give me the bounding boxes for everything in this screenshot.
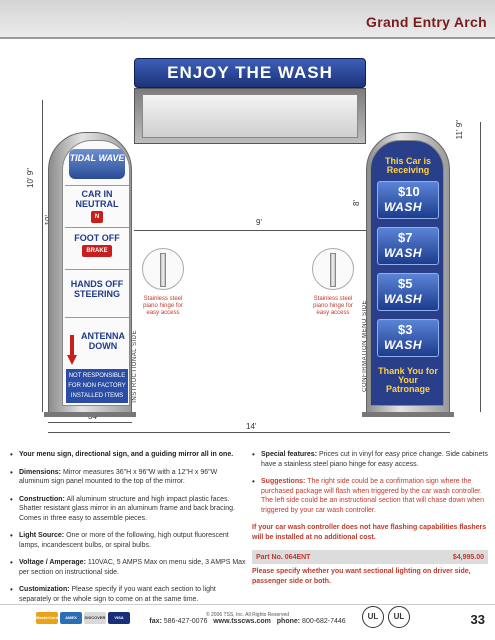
- website-link[interactable]: www.tsscws.com: [213, 618, 271, 625]
- feature-lead: Customization:: [19, 586, 70, 593]
- hinge-detail-left: [142, 248, 184, 290]
- feature-text: All aluminum structure and high impact plastic faces. Shatter resistant glass mirror in an aluminum frame and back bracing. Comes in three easy to assemble pieces.: [19, 495, 235, 522]
- wash-label: WASH: [384, 246, 422, 260]
- lighting-note: Please specify whether you want sectional lighting on driver side, passenger side or both.: [252, 568, 471, 585]
- fax-label: fax:: [149, 618, 162, 625]
- hinge-label-left: Stainless steel piano hinge for easy access: [143, 296, 183, 316]
- liability-notice: NOT RESPONSIBLE FOR NON FACTORY INSTALLED ITEMS: [66, 369, 128, 403]
- feature-item: [10, 558, 248, 577]
- fax-number: 586-427-0076: [163, 618, 208, 625]
- hinge-detail-right: [312, 248, 354, 290]
- feature-item: [10, 468, 248, 487]
- feature-item: [10, 450, 248, 460]
- feature-text: The right side could be a confirmation sign where the purchased package will flash when triggered by the car wash controller. The left side could be an instructional section that will chase down when triggered by your car wash controller.: [261, 478, 484, 514]
- cul-listed-icon: UL: [388, 606, 410, 628]
- sign-divider: [65, 269, 129, 270]
- feature-text: Mirror measures 36"H x 96"W with a 12"H x 96"W aluminum sign panel mounted to the top of the mirror.: [19, 468, 218, 485]
- feature-text: 110VAC, 5 AMPS Max on menu side, 3 AMPS Max per section on instructional side.: [19, 559, 246, 576]
- hinge-label-right: Stainless steel piano hinge for easy access: [313, 296, 353, 316]
- copyright: © 2006 TSS, Inc. All Rights Reserved: [205, 612, 290, 618]
- feature-lead: Dimensions:: [19, 468, 62, 476]
- dimension-mirror-height: 8': [352, 200, 361, 206]
- dimension-left-height: 10' 9": [26, 168, 35, 188]
- page-number: 33: [470, 612, 485, 627]
- sign-divider: [65, 317, 129, 318]
- hinge-rod: [160, 253, 166, 287]
- feature-item: [10, 531, 248, 550]
- arrow-down-icon: [67, 335, 77, 365]
- sign-item-brake-text: FOOT OFF: [74, 233, 120, 243]
- feature-lead: Voltage / Amperage:: [19, 559, 86, 566]
- price-tile: [377, 181, 439, 219]
- price-tile: [377, 227, 439, 265]
- neutral-badge: N: [91, 211, 103, 223]
- feature-lead: Suggestions:: [261, 478, 306, 485]
- sign-item-neutral: [66, 189, 128, 223]
- tidal-wave-logo: TIDAL WAVE: [69, 149, 125, 179]
- discover-icon: DISCOVER: [84, 612, 106, 624]
- part-price: $4,995.00: [452, 554, 484, 561]
- visa-icon: VISA: [108, 612, 130, 624]
- ul-listed-icon: UL: [362, 606, 384, 628]
- dimension-total-height: 11' 9": [455, 120, 464, 140]
- sign-item-antenna: ANTENNA DOWN: [81, 331, 125, 351]
- left-base: [44, 412, 136, 417]
- confirmation-menu-sign: [370, 140, 444, 406]
- mirror-glass: [142, 94, 358, 138]
- price-amount: $5: [398, 276, 413, 291]
- feature-lead: Light Source:: [19, 532, 65, 539]
- menu-footer-text: Thank You for Your Patronage: [378, 366, 438, 394]
- instructional-side-label: INSTRUCTIONAL SIDE: [132, 330, 138, 403]
- price-amount: $7: [398, 230, 413, 245]
- feature-item: [10, 495, 248, 524]
- feature-item: [10, 585, 248, 604]
- feature-item: [252, 450, 488, 469]
- dimension-line-left-height: [42, 100, 43, 412]
- phone-number: 800-682-7446: [302, 618, 346, 625]
- contact-line: [0, 618, 495, 625]
- price-amount: $10: [398, 184, 420, 199]
- dimension-line-total-width: [48, 432, 450, 433]
- mastercard-icon: MasterCard: [36, 612, 58, 624]
- feature-item-suggestion: [252, 477, 488, 515]
- feature-text: Please specify if you want each section to light separately or the whole sign to come on at the same time.: [19, 586, 216, 603]
- dimension-line-pillar-width: [48, 422, 132, 423]
- hinge-rod: [330, 253, 336, 287]
- sign-divider: [65, 227, 129, 228]
- part-number: Part No. 064ENT: [256, 554, 311, 561]
- part-number-box: [252, 550, 488, 564]
- banner-text: ENJOY THE WASH: [167, 63, 333, 82]
- sign-item-steering: HANDS OFF STEERING: [70, 279, 124, 299]
- dimension-total-width: 14': [246, 422, 257, 431]
- dimension-center-span: 9': [256, 218, 262, 227]
- top-banner: [134, 58, 366, 88]
- price-tile: [377, 273, 439, 311]
- menu-header-text: This Car is Receiving: [384, 156, 431, 175]
- feature-lead: Construction:: [19, 495, 65, 503]
- sign-item-neutral-text: CAR IN NEUTRAL: [75, 189, 119, 209]
- amex-icon: AMEX: [60, 612, 82, 624]
- dimension-line-total-height: [480, 122, 481, 412]
- price-amount: $3: [398, 322, 413, 337]
- sign-divider: [65, 185, 129, 186]
- wash-label: WASH: [384, 200, 422, 214]
- brake-badge: BRAKE: [82, 245, 111, 257]
- feature-lead: Special features:: [261, 451, 318, 458]
- features-left-column: [10, 450, 248, 612]
- feature-text: One or more of the following, high output fluorescent lamps, incandescent bulbs, or spiral bulbs.: [19, 532, 229, 549]
- footer-divider: [0, 604, 495, 605]
- right-base: [362, 412, 454, 417]
- instructional-sign: [62, 140, 130, 406]
- confirmation-side-label: CONFIRMATION MENU SIDE: [362, 300, 368, 392]
- price-tile: [377, 319, 439, 357]
- wash-label: WASH: [384, 292, 422, 306]
- features-right-column: [252, 450, 488, 586]
- sign-item-brake: [66, 233, 128, 257]
- page-title: Grand Entry Arch: [366, 14, 487, 30]
- phone-label: phone:: [276, 618, 301, 625]
- wash-label: WASH: [384, 338, 422, 352]
- dimension-line-center-span: [134, 230, 366, 231]
- flasher-note: If your car wash controller does not have flashing capabilities flashers will be installed at no additional cost.: [252, 524, 487, 541]
- header-divider: [0, 37, 495, 39]
- feature-text: Prices cut in vinyl for easy price change. Side cabinets have a stainless steel piano hinge for easy access.: [261, 451, 488, 468]
- feature-lead: Your menu sign, directional sign, and a guiding mirror all in one.: [19, 451, 234, 458]
